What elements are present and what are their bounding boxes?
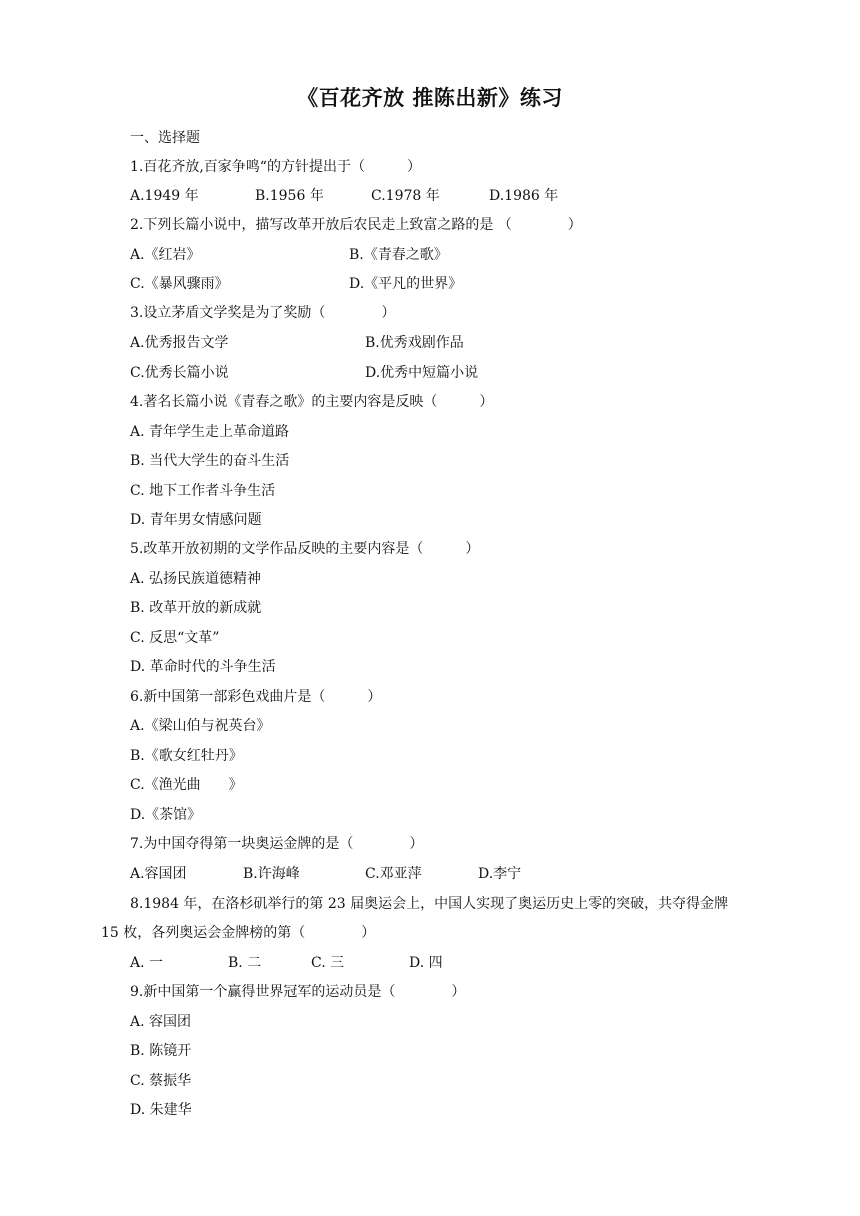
q5-option-b: B. 改革开放的新成就 [130, 600, 262, 616]
q7-option-c: C.邓亚萍 [365, 866, 422, 882]
q3-option-c: C.优秀长篇小说 [130, 365, 229, 381]
question-9-stem: 9.新中国第一个赢得世界冠军的运动员是（ ） [130, 984, 466, 1000]
q7-option-b: B.许海峰 [243, 866, 300, 882]
question-4-stem: 4.著名长篇小说《青春之歌》的主要内容是反映（ ） [130, 394, 494, 410]
q5-option-a: A. 弘扬民族道德精神 [130, 571, 262, 587]
q4-option-c: C. 地下工作者斗争生活 [130, 483, 276, 499]
q2-option-b: B.《青春之歌》 [349, 247, 448, 263]
q8-option-b: B. 二 [228, 955, 262, 971]
q6-option-c: C.《渔光曲 》 [130, 777, 243, 793]
q8-option-d: D. 四 [409, 955, 443, 971]
q9-option-d: D. 朱建华 [130, 1102, 192, 1118]
q5-option-d: D. 革命时代的斗争生活 [130, 659, 276, 675]
question-1-stem: 1.百花齐放,百家争鸣“的方针提出于（ ） [130, 159, 421, 175]
q7-option-d: D.李宁 [478, 866, 522, 882]
q3-option-a: A.优秀报告文学 [130, 335, 229, 351]
q8-option-c: C. 三 [311, 955, 345, 971]
question-7-stem: 7.为中国夺得第一块奥运金牌的是（ ） [130, 836, 424, 852]
question-5-stem: 5.改革开放初期的文学作品反映的主要内容是（ ） [130, 541, 480, 557]
q9-option-b: B. 陈镜开 [130, 1043, 192, 1059]
page-title: 《百花齐放 推陈出新》练习 [297, 86, 563, 110]
q8-option-a: A. 一 [130, 955, 164, 971]
section-heading: 一、选择题 [130, 130, 200, 146]
q1-option-c: C.1978 年 [371, 188, 440, 204]
q6-option-b: B.《歌女红牡丹》 [130, 748, 243, 764]
question-6-stem: 6.新中国第一部彩色戏曲片是（ ） [130, 689, 382, 705]
q1-option-b: B.1956 年 [255, 188, 324, 204]
q7-option-a: A.容国团 [130, 866, 187, 882]
q4-option-d: D. 青年男女情感问题 [130, 512, 262, 528]
q5-option-c: C. 反思“文革” [130, 630, 220, 646]
q4-option-a: A. 青年学生走上革命道路 [130, 424, 290, 440]
q3-option-b: B.优秀戏剧作品 [365, 335, 464, 351]
q1-option-a: A.1949 年 [130, 188, 199, 204]
q2-option-d: D.《平凡的世界》 [349, 276, 463, 292]
question-8-stem: 8.1984 年，在洛杉矶举行的第 23 届奥运会上，中国人实现了奥运历史上零的突破，共夺得金牌 [130, 896, 729, 912]
q2-option-c: C.《暴风骤雨》 [130, 276, 229, 292]
q9-option-c: C. 蔡振华 [130, 1073, 192, 1089]
q6-option-a: A.《梁山伯与祝英台》 [130, 718, 271, 734]
question-3-stem: 3.设立茅盾文学奖是为了奖励（ ） [130, 305, 396, 321]
q9-option-a: A. 容国团 [130, 1014, 192, 1030]
q6-option-d: D.《茶馆》 [130, 807, 202, 823]
q2-option-a: A.《红岩》 [130, 247, 201, 263]
q4-option-b: B. 当代大学生的奋斗生活 [130, 453, 290, 469]
q3-option-d: D.优秀中短篇小说 [365, 365, 479, 381]
question-2-stem: 2.下列长篇小说中，描写改革开放后农民走上致富之路的是 （ ） [130, 217, 582, 233]
q1-option-d: D.1986 年 [489, 188, 559, 204]
question-8-stem-continued: 15 枚，各列奥运会金牌榜的第（ ） [101, 925, 376, 941]
